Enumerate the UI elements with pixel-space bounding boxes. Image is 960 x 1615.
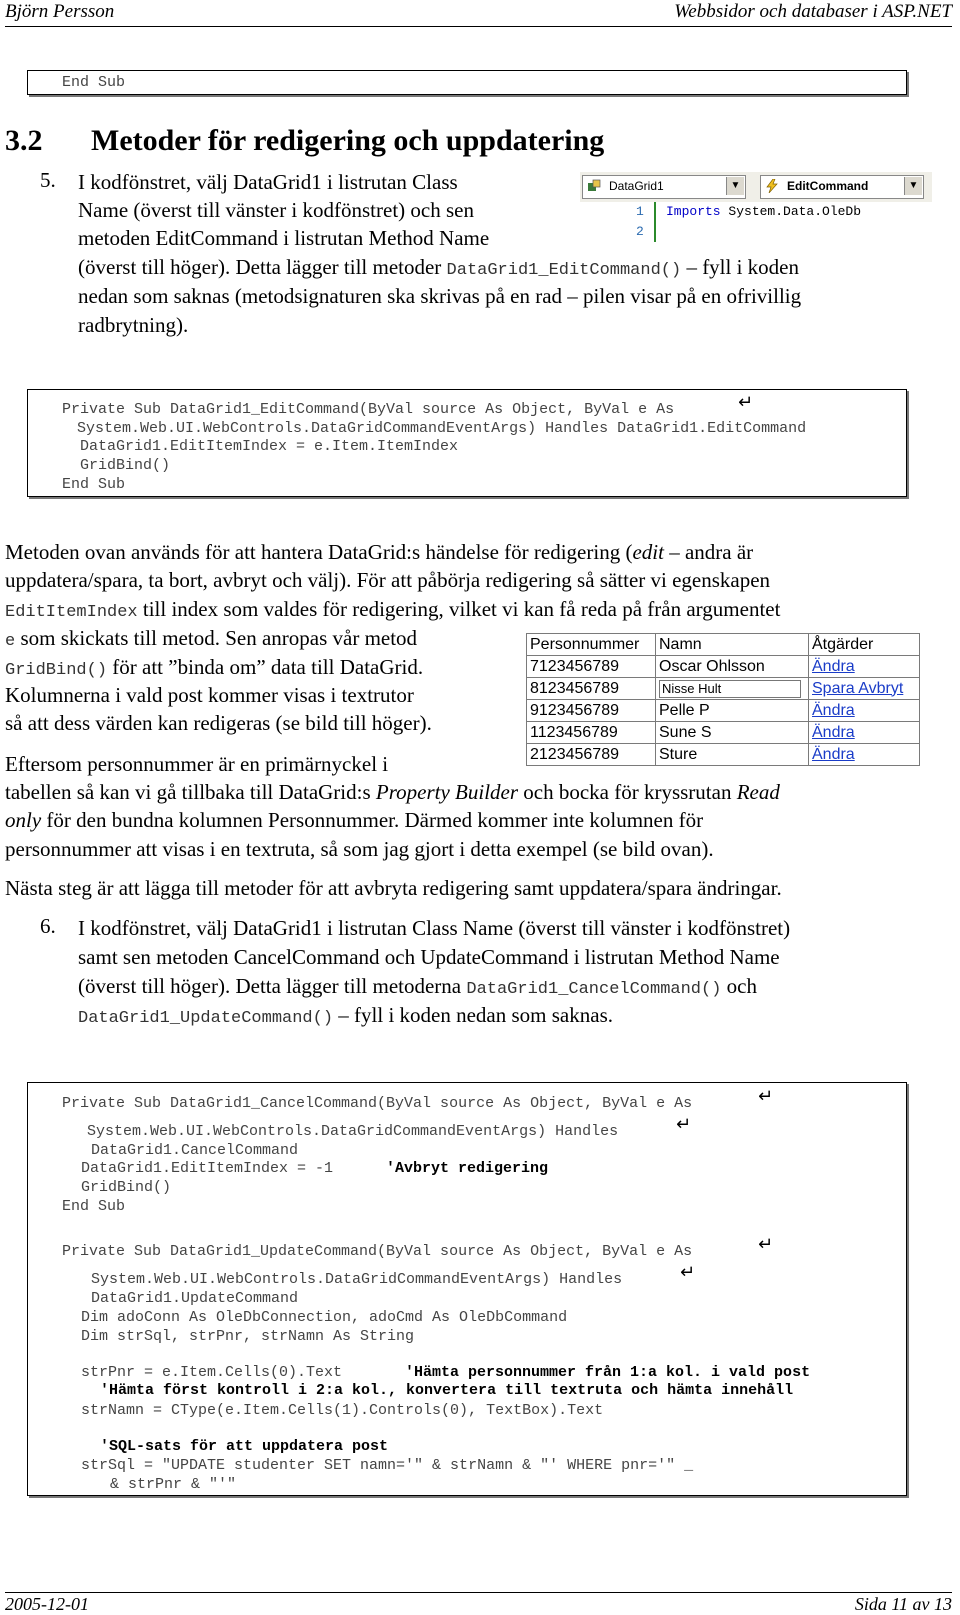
grid-header-cell: Namn	[656, 634, 809, 656]
ide-screenshot	[580, 172, 932, 242]
paragraph-line: Kolumnerna i vald post kommer visas i textrutor	[5, 683, 414, 707]
text: tabellen så kan vi gå tillbaka till DataGrid:s	[5, 780, 376, 804]
code-line: DataGrid1.EditItemIndex = -1	[81, 1160, 334, 1177]
paragraph-line: personnummer att visas i en textruta, så som jag gjort i detta exempel (se bild ovan).	[5, 837, 714, 861]
line-wrap-arrow-icon: ↵	[676, 1114, 692, 1135]
chevron-down-icon[interactable]: ▼	[904, 177, 922, 195]
page-header	[5, 0, 952, 27]
code-line: System.Web.UI.WebControls.DataGridCommandEventArgs) Handles DataGrid1.EditCommand	[68, 420, 807, 437]
ide-code-area[interactable]	[580, 202, 932, 242]
inline-code: GridBind()	[5, 661, 108, 680]
page-footer	[5, 1592, 952, 1614]
paragraph-line: uppdatera/spara, ta bort, avbryt och välj). För att påbörja redigering så sätter vi egenskapen	[5, 568, 771, 592]
text: Metoden ovan används för att hantera DataGrid:s händelse för redigering (	[5, 540, 633, 564]
text: – andra är	[663, 540, 754, 564]
text: – fyll i koden	[681, 255, 800, 279]
pnr-cell: 1123456789	[527, 722, 656, 744]
step6-line	[78, 1001, 613, 1033]
class-combo-value: DataGrid1	[609, 179, 664, 193]
datagrid-screenshot	[526, 633, 920, 766]
method-combo-value: EditCommand	[787, 179, 869, 193]
line-wrap-arrow-icon: ↵	[758, 1234, 774, 1255]
code-line: Dim strSql, strPnr, strNamn As String	[81, 1328, 415, 1345]
step5-line: nedan som saknas (metodsignaturen ska skrivas på en rad – pilen visar på en ofrivillig	[78, 284, 802, 308]
code-line: strSql = "UPDATE studenter SET namn='" & strNamn & "' WHERE pnr='" _	[81, 1457, 694, 1474]
step6-line: samt sen metoden CancelCommand och UpdateCommand i listrutan Method Name	[78, 945, 780, 969]
code-line: System.Web.UI.WebControls.DataGridCommandEventArgs) Handles	[87, 1123, 619, 1140]
name-edit-textbox[interactable]: Nisse Hult	[659, 680, 801, 698]
edit-link[interactable]: Ändra	[812, 701, 855, 719]
footer-page-number: Sida 11 av 13	[854, 1594, 952, 1614]
line-wrap-arrow-icon: ↵	[758, 1086, 774, 1107]
inline-code: DataGrid1_EditCommand()	[446, 261, 682, 280]
code-box-end-sub	[27, 70, 907, 95]
namn-cell: Sture	[656, 744, 809, 766]
line-gutter	[580, 202, 656, 242]
code-line: GridBind()	[81, 1179, 172, 1196]
inline-code: DataGrid1_CancelCommand()	[466, 980, 722, 999]
paragraph-line	[5, 778, 780, 807]
code-line: Private Sub DataGrid1_CancelCommand(ByVal source As Object, ByVal e As	[62, 1095, 693, 1112]
text: (överst till höger). Detta lägger till metoder	[78, 255, 447, 279]
comment-text: 'Hämta personnummer från 1:a kol. i vald post	[405, 1364, 811, 1381]
namn-cell	[656, 678, 809, 700]
section-number: 3.2	[5, 124, 43, 157]
text: som skickats till metod. Sen anropas vår metod	[15, 626, 418, 650]
code-line: strPnr = e.Item.Cells(0).Text	[81, 1364, 343, 1381]
step5-line: Name (överst till vänster i kodfönstret) och sen	[78, 198, 474, 222]
grid-header-cell: Personnummer	[527, 634, 656, 656]
namn-cell: Pelle P	[656, 700, 809, 722]
step6-line	[78, 972, 757, 1004]
paragraph-line	[5, 595, 780, 627]
table-row	[527, 656, 920, 678]
table-row	[527, 722, 920, 744]
text: för att ”binda om” data till DataGrid.	[107, 655, 424, 679]
code-line: & strPnr & "'"	[110, 1476, 237, 1493]
code-box-cancel-update	[27, 1082, 907, 1496]
code-line: Private Sub DataGrid1_EditCommand(ByVal source As Object, ByVal e As	[62, 401, 675, 418]
paragraph-line	[5, 538, 753, 567]
ide-code-line	[666, 204, 861, 219]
code-line: DataGrid1.EditItemIndex = e.Item.ItemIndex	[71, 438, 459, 455]
line-number: 2	[636, 224, 644, 239]
code-comment	[100, 1381, 793, 1400]
edit-link[interactable]: Ändra	[812, 723, 855, 741]
step5-line: metoden EditCommand i listrutan Method Name	[78, 226, 490, 250]
emphasis: only	[5, 808, 42, 832]
line-wrap-arrow-icon: ↵	[680, 1262, 696, 1283]
text: – fyll i koden nedan som saknas.	[333, 1003, 613, 1027]
edit-link[interactable]: Ändra	[812, 745, 855, 763]
table-row	[527, 700, 920, 722]
header-book-title: Webbsidor och databaser i ASP.NET	[674, 1, 952, 22]
step5-line: I kodfönstret, välj DataGrid1 i listrutan Class	[78, 170, 458, 194]
emphasis: Property Builder	[375, 780, 519, 804]
code-line: End Sub	[62, 1198, 126, 1215]
keyword: Imports	[666, 204, 721, 219]
code-line: System.Web.UI.WebControls.DataGridCommandEventArgs) Handles	[91, 1271, 623, 1288]
code-line: GridBind()	[71, 457, 171, 474]
edit-link[interactable]: Ändra	[812, 657, 855, 675]
code-box-edit-command	[27, 389, 907, 497]
pnr-cell: 2123456789	[527, 744, 656, 766]
code-comment	[100, 1437, 388, 1456]
grid-header-cell: Åtgärder	[809, 634, 920, 656]
code-comment	[386, 1159, 548, 1178]
inline-code: e	[5, 632, 16, 651]
text: för den bundna kolumnen Personnummer. Därmed kommer inte kolumnen för	[41, 808, 704, 832]
lightning-icon	[765, 179, 779, 193]
code-line: End Sub	[62, 476, 126, 493]
text: (överst till höger). Detta lägger till metoderna	[78, 974, 467, 998]
comment-text: 'Avbryt redigering	[386, 1160, 549, 1177]
code-line: strNamn = CType(e.Item.Cells(1).Controls(0), TextBox).Text	[81, 1402, 604, 1419]
save-cancel-links[interactable]: Spara Avbryt	[812, 679, 904, 697]
emphasis: Read	[736, 780, 780, 804]
pnr-cell: 7123456789	[527, 656, 656, 678]
step5-line: radbrytning).	[78, 313, 189, 337]
inline-code: EditItemIndex	[5, 603, 138, 622]
step5-line	[78, 253, 799, 285]
class-name-combo[interactable]	[582, 175, 746, 199]
pnr-cell: 9123456789	[527, 700, 656, 722]
code-comment	[405, 1363, 810, 1382]
paragraph-line: så att dess värden kan redigeras (se bild till höger).	[5, 711, 432, 735]
section-heading	[5, 124, 604, 158]
code-line: DataGrid1.CancelCommand	[91, 1142, 299, 1159]
code-line: End Sub	[62, 74, 126, 91]
pnr-cell: 8123456789	[527, 678, 656, 700]
text: och	[721, 974, 757, 998]
inline-code: DataGrid1_UpdateCommand()	[78, 1009, 334, 1028]
paragraph-line: Eftersom personnummer är en primärnyckel i	[5, 752, 389, 776]
namn-cell: Sune S	[656, 722, 809, 744]
table-row	[527, 744, 920, 766]
footer-date: 2005-12-01	[5, 1594, 89, 1614]
paragraph-line: Nästa steg är att lägga till metoder för att avbryta redigering samt uppdatera/spara ändringar.	[5, 876, 782, 900]
paragraph-line	[5, 624, 417, 656]
class-icon	[587, 179, 601, 193]
text: och bocka för kryssrutan	[518, 780, 737, 804]
header-author: Björn Persson	[5, 1, 115, 22]
step-number: 6.	[40, 914, 56, 938]
line-number: 1	[636, 204, 644, 219]
chevron-down-icon[interactable]: ▼	[726, 177, 744, 195]
comment-text: 'SQL-sats för att uppdatera post	[100, 1438, 389, 1455]
code-line: Private Sub DataGrid1_UpdateCommand(ByVal source As Object, ByVal e As	[62, 1243, 693, 1260]
line-wrap-arrow-icon: ↵	[738, 392, 754, 413]
table-row-editing	[527, 678, 920, 700]
section-title: Metoder för redigering och uppdatering	[91, 124, 605, 157]
text: till index som valdes för redigering, vilket vi kan få reda på från argumentet	[137, 597, 781, 621]
method-name-combo[interactable]	[760, 175, 924, 199]
namn-cell: Oscar Ohlsson	[656, 656, 809, 678]
paragraph-line	[5, 806, 703, 835]
step-number: 5.	[40, 168, 56, 192]
emphasis: edit	[632, 540, 664, 564]
code-line: DataGrid1.UpdateCommand	[91, 1290, 299, 1307]
code-line: Dim adoConn As OleDbConnection, adoCmd As OleDbCommand	[81, 1309, 568, 1326]
grid-header-row	[527, 634, 920, 656]
comment-text: 'Hämta först kontroll i 2:a kol., konvertera till textruta och hämta innehåll	[100, 1382, 794, 1399]
text: System.Data.OleDb	[720, 204, 862, 219]
step6-line: I kodfönstret, välj DataGrid1 i listrutan Class Name (överst till vänster i kodfönstret)	[78, 916, 791, 940]
